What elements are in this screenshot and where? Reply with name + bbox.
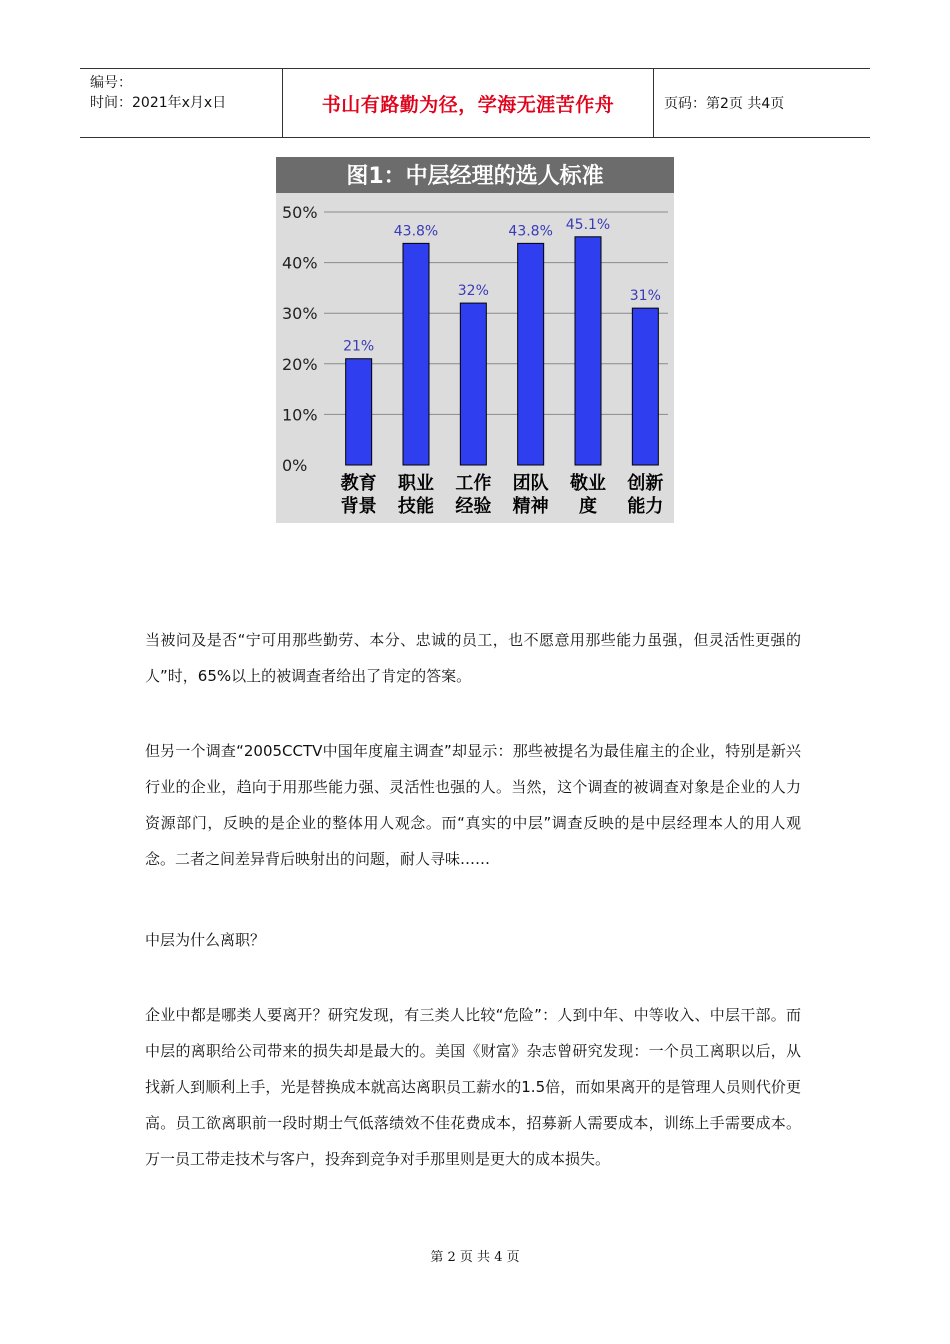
- bar-value-label: 21%: [343, 338, 375, 355]
- bar: [632, 308, 658, 465]
- header-motto: 书山有路勤为径，学海无涯苦作舟: [282, 69, 654, 137]
- header-page-label: 页码：第2页 共4页: [664, 96, 785, 112]
- y-tick-label: 10%: [282, 405, 318, 425]
- bar-chart-svg: [276, 157, 674, 523]
- page-footer: 第 2 页 共 4 页: [430, 1250, 520, 1265]
- y-tick-label: 0%: [282, 456, 308, 475]
- bar: [346, 359, 372, 465]
- bar-value-label: 45.1%: [565, 216, 611, 233]
- x-category-label: 团队: [512, 473, 549, 494]
- time-label: 时间：2021年x月x日: [90, 95, 227, 111]
- page-header: [80, 68, 870, 138]
- chart-title: 图1：中层经理的选人标准: [346, 164, 604, 189]
- y-tick-label: 30%: [282, 304, 318, 324]
- x-category-label: 工作: [455, 473, 492, 494]
- bar: [518, 243, 544, 465]
- x-category-label: 创新: [627, 473, 664, 494]
- x-category-label: 精神: [512, 496, 549, 517]
- paragraph-1: 当被问及是否“宁可用那些勤劳、本分、忠诚的员工，也不愿意用那些能力虽强，但灵活性更强的人”时，65%以上的被调查者给出了肯定的答案。: [145, 631, 801, 685]
- section-heading: 中层为什么离职？: [145, 931, 266, 949]
- x-category-label: 敬业: [570, 473, 606, 494]
- paragraph-2: 但另一个调查“2005CCTV中国年度雇主调查”却显示：那些被提名为最佳雇主的企业，特别是新兴行业的企业，趋向于用那些能力强、灵活性也强的人。当然，这个调查的被调查对象是企业的人力资源部门，反映的是企业的整体用人观念。而“真实的中层”调查反映的是中层经理本人的用人观念。二者之间差异背后映射出的问题，耐人寻味……: [145, 742, 801, 868]
- x-category-label: 能力: [627, 496, 664, 517]
- y-tick-label: 20%: [282, 354, 318, 374]
- x-category-label: 职业: [398, 473, 434, 494]
- number-label: 编号：: [90, 75, 132, 91]
- bar: [460, 303, 486, 465]
- x-category-label: 背景: [340, 496, 377, 517]
- paragraph-3: 企业中都是哪类人要离开？研究发现，有三类人比较“危险”：人到中年、中等收入、中层干部。而中层的离职给公司带来的损失却是最大的。美国《财富》杂志曾研究发现：一个员工离职以后，从找新人到顺利上手，光是替换成本就高达离职员工薪水的1.5倍，而如果离开的是管理人员则代价更高。员工欲离职前一段时期士气低落绩效不佳花费成本，招募新人需要成本，训练上手需要成本。万一员工带走技术与客户，投奔到竞争对手那里则是更大的成本损失。: [145, 1006, 801, 1168]
- x-category-label: 技能: [398, 496, 434, 517]
- bar-value-label: 32%: [457, 283, 489, 300]
- bar-value-label: 31%: [629, 288, 661, 305]
- y-tick-label: 50%: [282, 203, 318, 222]
- bar-value-label: 43.8%: [508, 223, 553, 240]
- y-tick-label: 40%: [282, 253, 318, 273]
- x-category-label: 教育: [340, 473, 377, 494]
- bar: [575, 237, 601, 465]
- x-category-label: 经验: [455, 496, 492, 517]
- header-meta: [80, 69, 282, 137]
- x-category-label: 度: [579, 496, 597, 517]
- bar-chart: [276, 157, 674, 523]
- bar-value-label: 43.8%: [393, 223, 439, 240]
- bar: [403, 243, 429, 465]
